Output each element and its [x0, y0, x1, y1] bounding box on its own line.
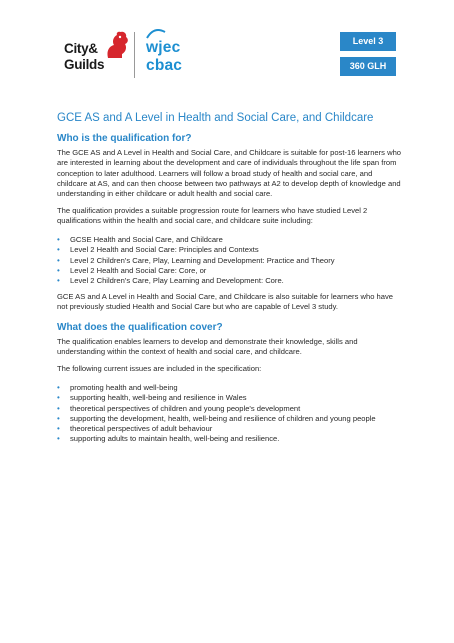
bullet-icon: • [57, 265, 60, 275]
paragraph-issues-intro: The following current issues are included in the specification: [57, 364, 262, 373]
list-item: • Level 2 Health and Social Care: Core, or [57, 265, 207, 275]
list-item: • supporting adults to maintain health, well-being and resilience. [57, 434, 280, 444]
glh-badge: 360 GLH [340, 57, 396, 76]
list-item: • theoretical perspectives of adult behaviour [57, 424, 213, 434]
list-item: • supporting the development, health, well-being and resilience of children and young people [57, 413, 376, 423]
lion-icon [104, 30, 130, 60]
section-heading-what: What does the qualification cover? [57, 322, 223, 333]
list-item: • Level 2 Children's Care, Play, Learning and Development: Practice and Theory [57, 255, 335, 265]
prior-qualifications-list [57, 235, 402, 286]
city-guilds-logo-line2: Guilds [64, 57, 105, 72]
paragraph-also-suitable: GCE AS and A Level in Health and Social Care, and Childcare is also suitable for learners who have not previously studied Health and Social Care but who are capable of Level 3 study. [57, 292, 394, 312]
bullet-icon: • [57, 276, 60, 286]
list-item: • Level 2 Children's Care, Play Learning and Development: Core. [57, 276, 284, 286]
bullet-icon: • [57, 424, 60, 434]
bullet-icon: • [57, 403, 60, 413]
bullet-icon: • [57, 245, 60, 255]
paragraph-progression: The qualification provides a suitable progression route for learners who have studied Level 2 qualifications within the health and social care, and childcare suite including: [57, 206, 368, 226]
section-heading-who: Who is the qualification for? [57, 133, 192, 144]
wjec-cbac-logo [144, 28, 204, 84]
bullet-icon: • [57, 393, 60, 403]
current-issues-list [57, 383, 402, 445]
bullet-icon: • [57, 383, 60, 392]
list-item: • promoting health and well-being [57, 383, 178, 392]
bullet-icon: • [57, 235, 60, 244]
bullet-icon: • [57, 255, 60, 265]
wjec-logo-line2: cbac [146, 57, 183, 74]
bullet-icon: • [57, 413, 60, 423]
list-item: • GCSE Health and Social Care, and Childcare [57, 235, 223, 244]
paragraph-who-intro: The GCE AS and A Level in Health and Social Care, and Childcare is suitable for post-16 learners who are interested in learning about the development and care of individuals throughout the life span from conception to later adulthood. Learners will follow a broad study of health and social care, and childcare at AS, and can then choose between two pathways at A2 to develop depth of knowledge and understanding in either childcare or adult health and social care. [57, 148, 402, 199]
level-badge: Level 3 [340, 32, 396, 51]
city-guilds-logo [64, 30, 128, 80]
city-guilds-logo-line1: City& [64, 41, 98, 56]
list-item: • Level 2 Health and Social Care: Principles and Contexts [57, 245, 259, 255]
page-title: GCE AS and A Level in Health and Social Care, and Childcare [57, 112, 374, 124]
logo-divider [134, 32, 135, 78]
wjec-logo-line1: wjec [146, 39, 181, 56]
list-item: • supporting health, well-being and resilience in Wales [57, 393, 247, 403]
bullet-icon: • [57, 434, 60, 444]
paragraph-what-intro: The qualification enables learners to develop and demonstrate their knowledge, skills and understanding within the context of health and social care, and childcare. [57, 337, 358, 357]
list-item: • theoretical perspectives of children and young people's development [57, 403, 301, 413]
